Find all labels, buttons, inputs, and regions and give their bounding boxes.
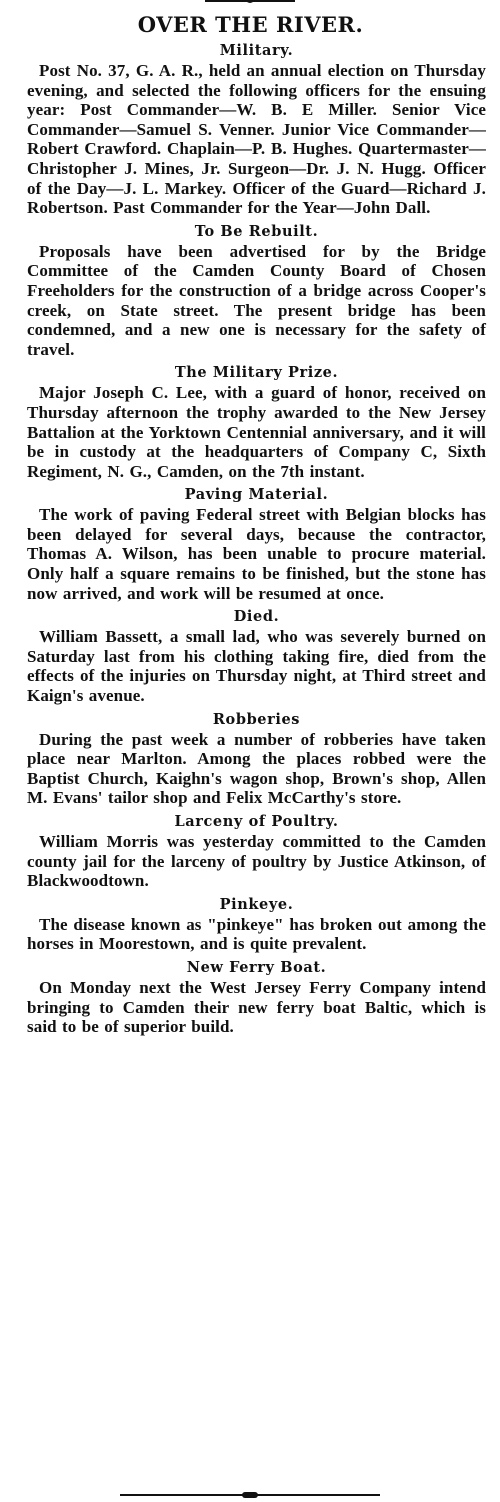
bottom-ornament-rule bbox=[120, 1494, 380, 1496]
article-died bbox=[27, 608, 486, 705]
article-body: The disease known as "pinkeye" has broken out among the horses in Moorestown, and is quite prevalent. bbox=[27, 914, 486, 954]
article-body: William Morris was yesterday committed to the Camden county jail for the larceny of poultry by Justice Atkinson, of Blackwoodtown. bbox=[27, 832, 486, 891]
article-body: Post No. 37, G. A. R., held an annual election on Thursday evening, and selected the following officers for the ensuing year: Post Commander—W. B. E Miller. Senior Vice Commander—Samuel S. Venner. Junior Vice Commander—Robert Crawford. Chaplain—P. B. Hughes. Quartermaster—Christopher J. Mines, Jr. Surgeon—Dr. J. N. Hugg. Officer of the Day—J. L. Markey. Officer of the Guard—Richard J. Robertson. Past Commander for the Year—John Dall. bbox=[27, 61, 486, 218]
article-body: The work of paving Federal street with Belgian blocks has been delayed for several days, because the contractor, Thomas A. Wilson, has been unable to procure material. Only half a square remains to be finished, but the stone has now arrived, and work will be resumed at once. bbox=[27, 505, 486, 603]
top-ornament-rule bbox=[205, 0, 295, 5]
article-body: William Bassett, a small lad, who was severely burned on Saturday last from his clothing taking fire, died from the effects of the injuries on Thursday night, at Third street and Kaign's avenue. bbox=[27, 627, 486, 706]
article-headline: The Military Prize. bbox=[174, 364, 339, 382]
article-to-be-rebuilt bbox=[27, 223, 486, 360]
article-headline: Robberies bbox=[212, 710, 301, 728]
article-new-ferry-boat bbox=[27, 959, 486, 1037]
article-pinkeye bbox=[27, 896, 486, 954]
article-body: Proposals have been advertised for by the Bridge Committee of the Camden County Board of Chosen Freeholders for the construction of a bridge across Cooper's creek, on State street. The present bridge has been condemned, and a new one is necessary for the safety of travel. bbox=[27, 241, 486, 359]
article-body: On Monday next the West Jersey Ferry Company intend bringing to Camden their new ferry boat Baltic, which is said to be of superior build. bbox=[27, 977, 486, 1037]
column-title: OVER THE RIVER. bbox=[137, 12, 364, 37]
article-headline: To Be Rebuilt. bbox=[194, 222, 319, 240]
article-headline: Died. bbox=[233, 608, 280, 626]
article-military-prize bbox=[27, 364, 486, 481]
article-headline: Pinkeye. bbox=[219, 895, 294, 913]
article-body: During the past week a number of robberies have taken place near Marlton. Among the places robbed were the Baptist Church, Kaighn's wagon shop, Brown's shop, Allen M. Evans' tailor shop and Felix McCarthy's store. bbox=[27, 729, 486, 808]
article-larceny-of-poultry bbox=[27, 813, 486, 891]
article-headline: Paving Material. bbox=[184, 486, 329, 504]
article-headline: Larceny of Poultry. bbox=[174, 813, 339, 830]
article-robberies bbox=[27, 711, 486, 808]
article-headline: Military. bbox=[219, 42, 294, 59]
article-military bbox=[27, 42, 486, 218]
article-headline: New Ferry Boat. bbox=[186, 958, 327, 976]
article-body: Major Joseph C. Lee, with a guard of honor, received on Thursday afternoon the trophy awarded to the New Jersey Battalion at the Yorktown Centennial anniversary, and it will be in custody at the headquarters of Company C, Sixth Regiment, N. G., Camden, on the 7th instant. bbox=[27, 383, 486, 481]
article-paving-material bbox=[27, 486, 486, 603]
